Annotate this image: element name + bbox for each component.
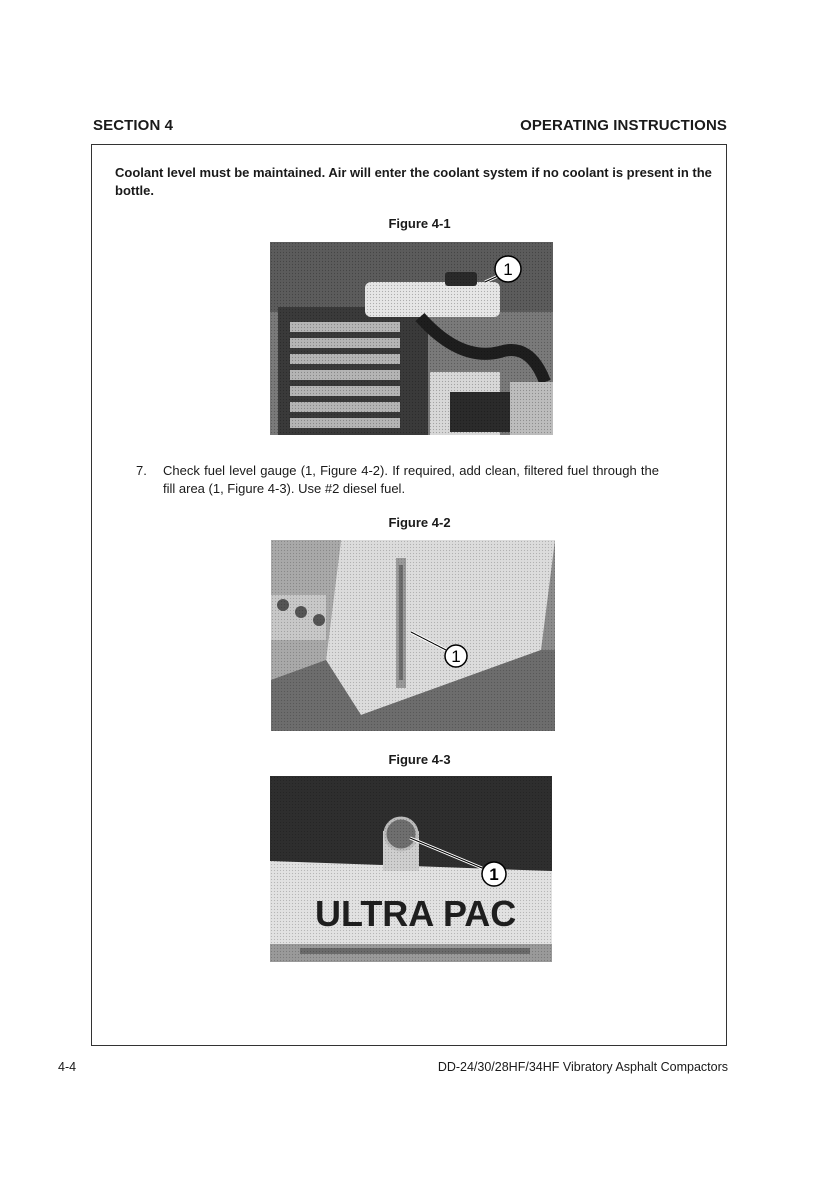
coolant-warning: Coolant level must be maintained. Air will enter the coolant system if no coolant is present in the bottle. — [115, 165, 712, 198]
figure-4-3-photo — [270, 776, 552, 962]
document-title: DD-24/30/28HF/34HF Vibratory Asphalt Compactors — [437, 1060, 728, 1074]
callout-number: 1 — [451, 647, 461, 666]
figure-4-1-caption: Figure 4-1 — [388, 216, 451, 231]
figure-4-2-caption: Figure 4-2 — [388, 515, 451, 530]
figure-4-2-photo — [271, 540, 555, 731]
figure-4-1-photo — [270, 242, 553, 435]
section-title: OPERATING INSTRUCTIONS — [520, 117, 727, 134]
step-text: Check fuel level gauge (1, Figure 4-2). If required, add clean, filtered fuel through the fill area (1, Figure 4-3). Use #2 diesel fuel. — [163, 463, 659, 496]
figure-4-3-caption: Figure 4-3 — [388, 752, 451, 767]
page-number: 4-4 — [58, 1060, 77, 1074]
callout-number: 1 — [489, 865, 499, 884]
section-label: SECTION 4 — [93, 117, 174, 134]
step-number: 7. — [136, 463, 147, 478]
callout-number: 1 — [503, 260, 513, 279]
